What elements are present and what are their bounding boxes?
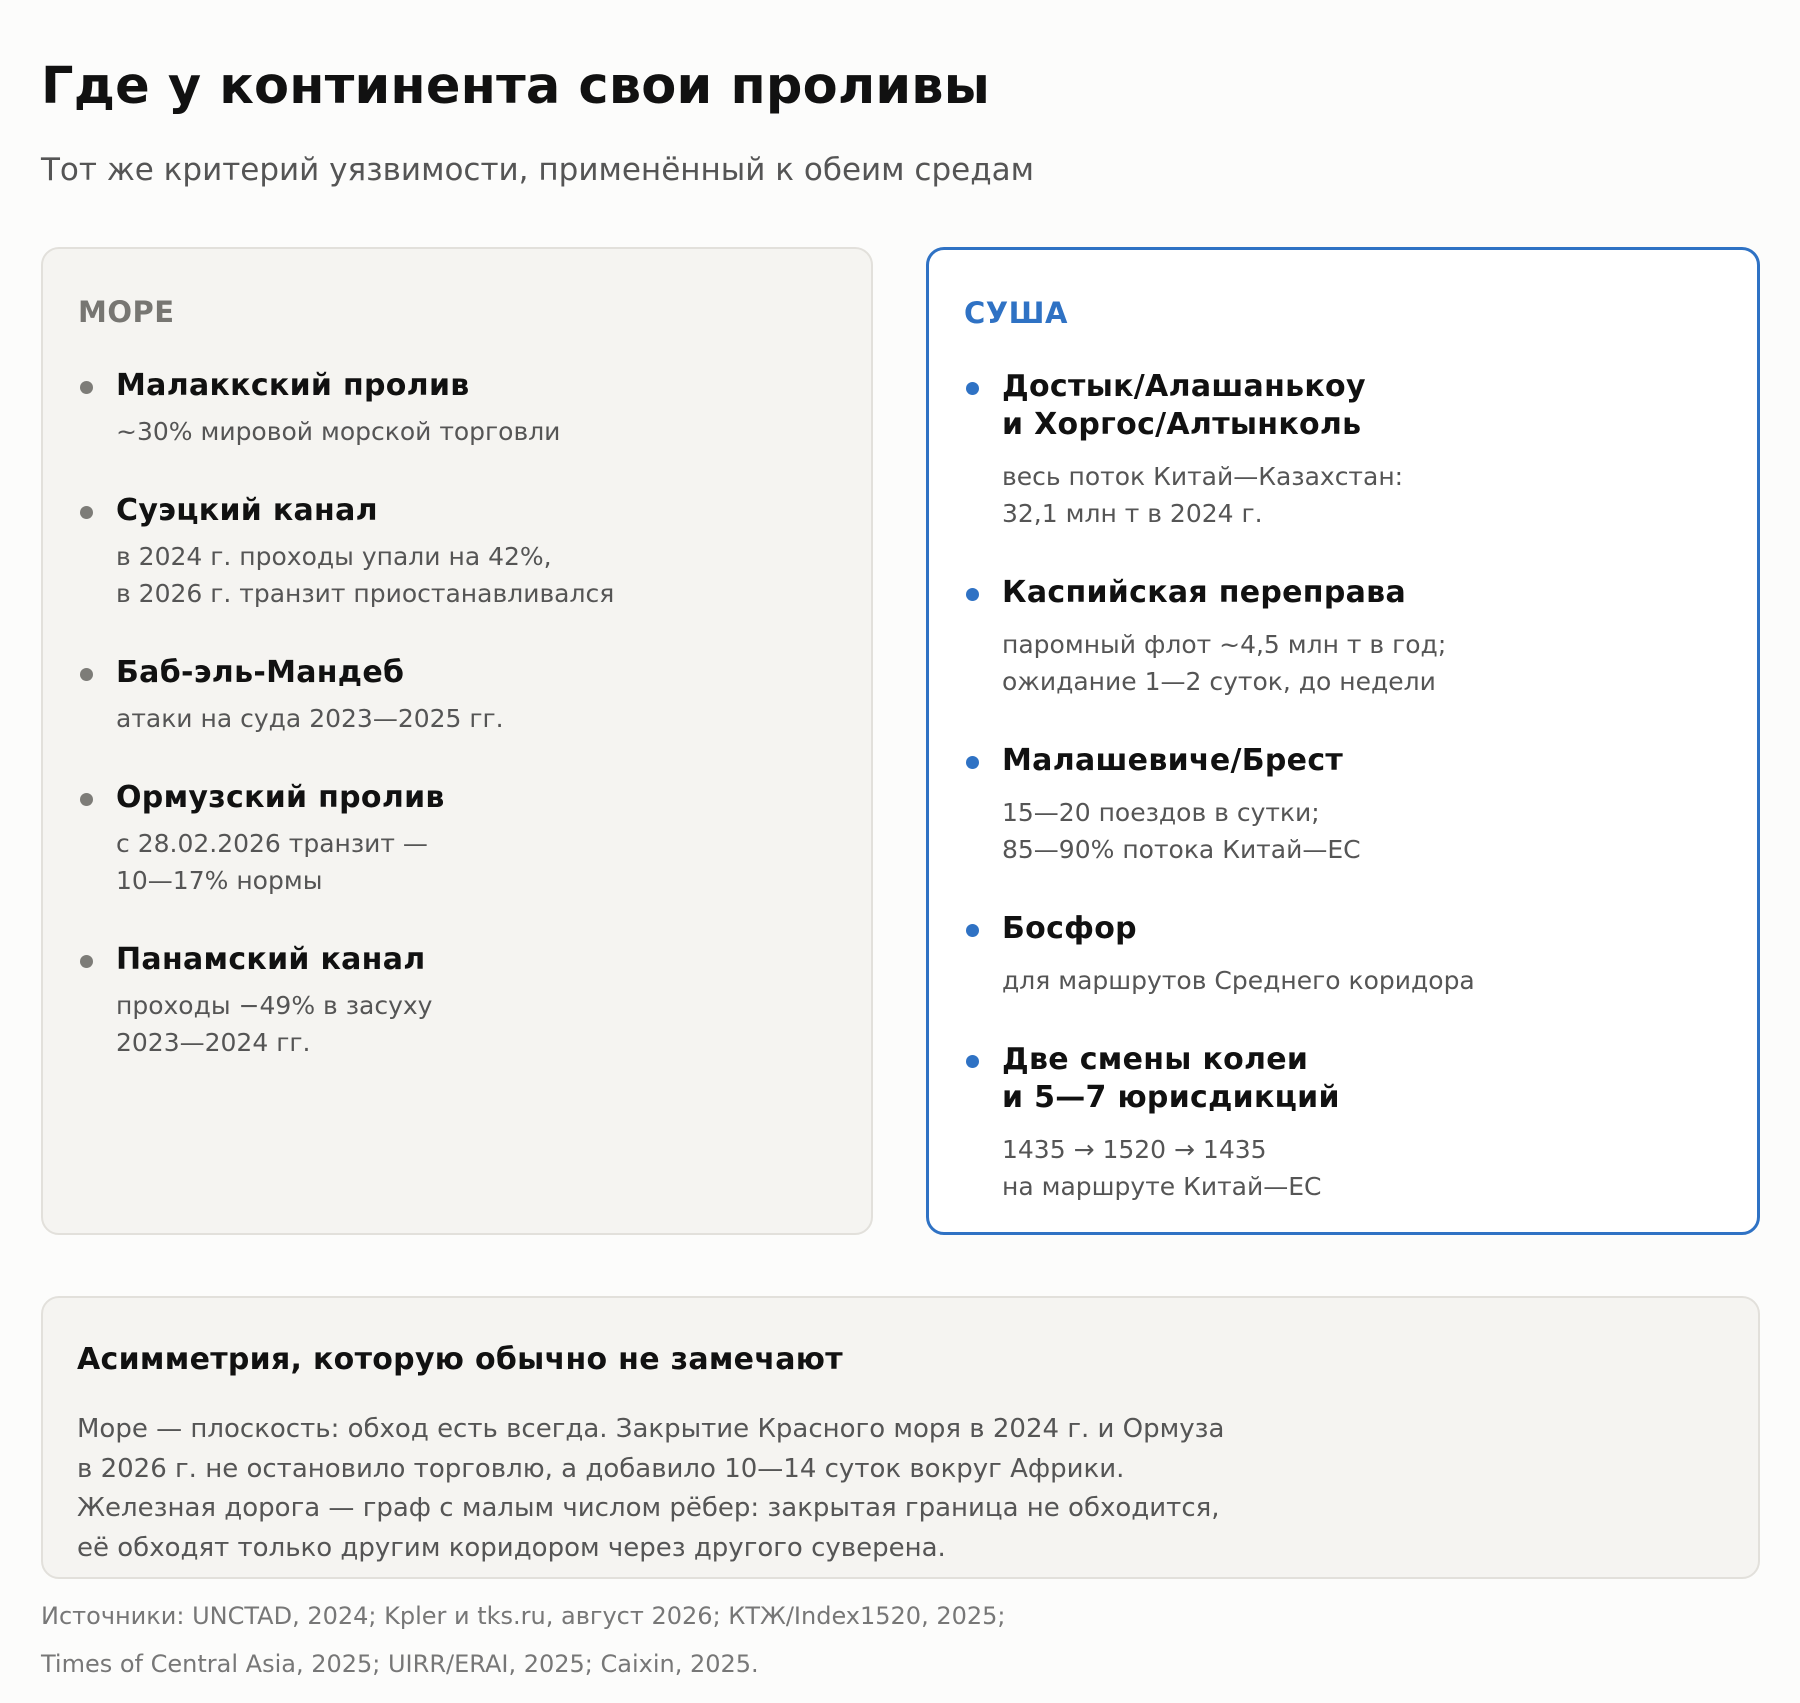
land-panel [926, 247, 1760, 1235]
item-description: для маршрутов Среднего коридора [1002, 966, 1475, 995]
land-list [964, 368, 1737, 1247]
asymmetry-callout [41, 1296, 1760, 1579]
page-subtitle: Тот же критерий уязвимости, применённый к обеим средам [41, 152, 1035, 188]
bullet-icon [966, 588, 979, 601]
sources-note: Источники: UNCTAD, 2024; Kpler и tks.ru, август 2026; КТЖ/Index1520, 2025; Times of Central Asia, 2025; UIRR/ERAI, 2025; Caixin, 2025. [41, 1602, 1006, 1678]
list-item [964, 368, 1737, 532]
item-description: 1435 → 1520 → 1435 на маршруте Китай—ЕС [1002, 1135, 1322, 1201]
bullet-icon [80, 381, 93, 394]
item-description: атаки на суда 2023—2025 гг. [116, 704, 504, 733]
callout-body: Море — плоскость: обход есть всегда. Закрытие Красного моря в 2024 г. и Ормуза в 2026 г. не остановило торговлю, а добавило 10—14 суток вокруг Африки. Железная дорога — граф с малым числом рёбер: закрытая граница не обходится, eё обходят только другим коридором через другого суверена. [77, 1414, 1225, 1563]
bullet-icon [966, 1055, 979, 1068]
item-title: Баб-эль-Мандеб [116, 655, 405, 690]
bullet-icon [80, 668, 93, 681]
item-description: проходы −49% в засуху 2023—2024 гг. [116, 991, 433, 1057]
item-title: Достык/Алашанькоу и Хоргос/Алтынколь [1002, 369, 1366, 442]
item-title: Панамский канал [116, 942, 426, 977]
list-item [964, 1041, 1737, 1205]
item-description: ~30% мировой морской торговли [116, 417, 561, 446]
item-title: Суэцкий канал [116, 493, 378, 528]
bullet-icon [80, 955, 93, 968]
item-title: Две смены колеи и 5—7 юрисдикций [1002, 1042, 1340, 1115]
page-title: Где у континента свои проливы [41, 57, 991, 116]
item-description: в 2024 г. проходы упали на 42%, в 2026 г. транзит приостанавливался [116, 542, 615, 608]
land-panel-label: СУША [964, 296, 1068, 330]
bullet-icon [966, 756, 979, 769]
item-description: весь поток Китай—Казахстан: 32,1 млн т в 2024 г. [1002, 462, 1404, 528]
item-title: Каспийская переправа [1002, 575, 1406, 610]
item-title: Малашевиче/Брест [1002, 743, 1344, 778]
item-title: Ормузский пролив [116, 780, 445, 815]
bullet-icon [80, 506, 93, 519]
list-item [78, 367, 851, 450]
item-title: Малаккский пролив [116, 368, 470, 403]
item-description: паромный флот ~4,5 млн т в год; ожидание 1—2 суток, до недели [1002, 630, 1447, 696]
item-description: с 28.02.2026 транзит — 10—17% нормы [116, 829, 428, 895]
bullet-icon [966, 382, 979, 395]
list-item [78, 654, 851, 737]
bullet-icon [80, 793, 93, 806]
list-item [964, 910, 1737, 999]
bullet-icon [966, 924, 979, 937]
sea-list [78, 367, 851, 1103]
sea-panel [41, 247, 873, 1235]
list-item [78, 492, 851, 612]
item-title: Босфор [1002, 911, 1137, 946]
list-item [78, 941, 851, 1061]
list-item [78, 779, 851, 899]
list-item [964, 574, 1737, 700]
callout-title: Асимметрия, которую обычно не замечают [77, 1342, 843, 1377]
item-description: 15—20 поездов в сутки; 85—90% потока Китай—ЕС [1002, 798, 1361, 864]
list-item [964, 742, 1737, 868]
sea-panel-label: МОРЕ [78, 295, 175, 329]
